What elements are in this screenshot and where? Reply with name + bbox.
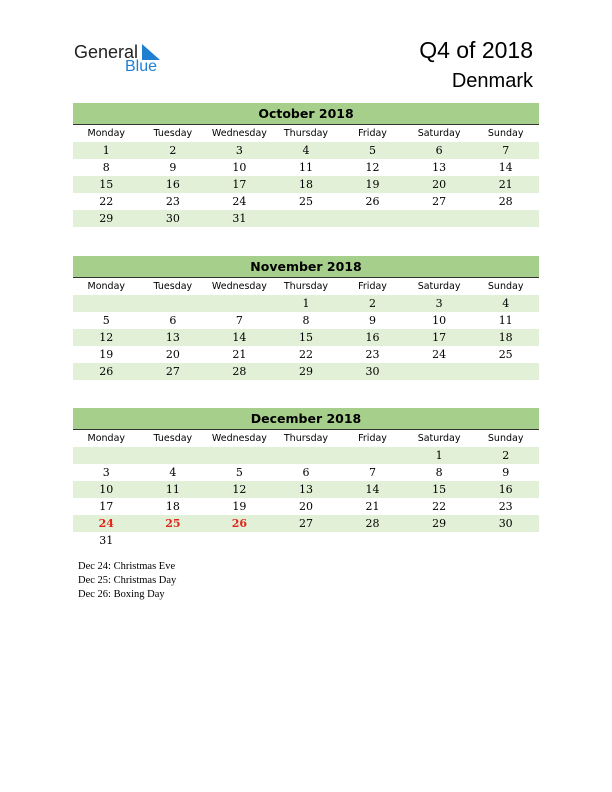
day-cell: 4 xyxy=(273,142,340,159)
month-grid xyxy=(73,278,539,380)
day-cell: 2 xyxy=(339,295,406,312)
day-cell xyxy=(273,447,340,464)
day-cell: 12 xyxy=(206,481,273,498)
day-cell: 19 xyxy=(339,176,406,193)
day-cell xyxy=(73,447,140,464)
day-cell: 28 xyxy=(206,363,273,380)
day-cell: 3 xyxy=(206,142,273,159)
day-cell: 17 xyxy=(99,500,114,513)
holiday-note: Dec 26: Boxing Day xyxy=(78,589,165,600)
day-cell: 23 xyxy=(365,348,380,361)
day-cell: 5 xyxy=(102,314,110,327)
weekday-header: Tuesday xyxy=(153,128,193,139)
holiday-notes xyxy=(78,560,176,602)
day-cell: 20 xyxy=(406,176,473,193)
day-cell xyxy=(140,447,207,464)
logo-blue-text: Blue xyxy=(125,58,158,75)
day-cell xyxy=(339,210,406,227)
day-cell xyxy=(406,532,473,549)
day-cell: 23 xyxy=(165,195,180,208)
day-cell: 21 xyxy=(232,348,247,361)
week-row xyxy=(73,532,539,549)
page-title: Q4 of 2018 xyxy=(419,37,533,63)
day-cell: 13 xyxy=(273,481,340,498)
day-cell: 8 xyxy=(302,314,310,327)
day-cell: 9 xyxy=(502,466,510,479)
day-cell: 1 xyxy=(273,295,340,312)
logo-general-text: General xyxy=(74,42,139,62)
day-cell: 20 xyxy=(298,500,313,513)
day-cell: 19 xyxy=(99,348,114,361)
day-cell: 22 xyxy=(99,195,114,208)
day-cell xyxy=(406,210,473,227)
week-row xyxy=(73,295,539,312)
day-cell: 22 xyxy=(298,348,313,361)
day-cell: 5 xyxy=(235,466,243,479)
weekday-header-row xyxy=(73,125,539,142)
day-cell: 25 xyxy=(298,195,313,208)
day-cell: 21 xyxy=(365,500,380,513)
day-cell: 30 xyxy=(339,363,406,380)
day-cell: 18 xyxy=(273,176,340,193)
day-cell: 28 xyxy=(498,195,513,208)
day-cell xyxy=(140,295,207,312)
day-cell xyxy=(472,210,539,227)
month-calendar xyxy=(73,408,539,549)
holiday-note: Dec 24: Christmas Eve xyxy=(78,561,176,572)
weekday-header: Sunday xyxy=(487,433,524,444)
day-cell: 5 xyxy=(339,142,406,159)
day-cell: 11 xyxy=(298,161,313,174)
day-cell: 6 xyxy=(302,466,310,479)
day-cell: 2 xyxy=(140,142,207,159)
day-cell: 29 xyxy=(73,210,140,227)
day-cell: 16 xyxy=(339,329,406,346)
weekday-header: Monday xyxy=(87,433,126,444)
day-cell: 26 xyxy=(73,363,140,380)
page-subtitle-country: Denmark xyxy=(451,70,533,92)
day-cell: 12 xyxy=(365,161,380,174)
day-cell: 8 xyxy=(435,466,443,479)
week-row xyxy=(73,498,539,515)
day-cell: 1 xyxy=(406,447,473,464)
day-cell: 22 xyxy=(432,500,447,513)
day-cell: 10 xyxy=(73,481,140,498)
day-cell: 15 xyxy=(73,176,140,193)
day-cell xyxy=(472,532,539,549)
week-row xyxy=(73,329,539,346)
weekday-header: Friday xyxy=(358,128,387,139)
week-row xyxy=(73,312,539,329)
week-row xyxy=(73,464,539,481)
weekday-header: Friday xyxy=(358,281,387,292)
weekday-header: Friday xyxy=(358,433,387,444)
day-cell xyxy=(339,447,406,464)
day-cell: 17 xyxy=(206,176,273,193)
month-title: December 2018 xyxy=(73,408,539,430)
month-calendar xyxy=(73,103,539,227)
week-row xyxy=(73,142,539,159)
logo xyxy=(74,42,174,78)
weekday-header: Saturday xyxy=(417,128,461,139)
week-row xyxy=(73,176,539,193)
day-cell: 23 xyxy=(498,500,513,513)
month-grid xyxy=(73,430,539,549)
day-cell: 6 xyxy=(169,314,177,327)
day-cell: 21 xyxy=(472,176,539,193)
month-grid xyxy=(73,125,539,227)
day-cell: 13 xyxy=(140,329,207,346)
day-cell: 25 xyxy=(140,515,207,532)
day-cell: 20 xyxy=(165,348,180,361)
weekday-header: Sunday xyxy=(487,281,524,292)
day-cell xyxy=(472,363,539,380)
day-cell: 8 xyxy=(102,161,110,174)
day-cell: 27 xyxy=(140,363,207,380)
day-cell: 9 xyxy=(169,161,177,174)
day-cell: 15 xyxy=(406,481,473,498)
day-cell xyxy=(406,363,473,380)
holiday-note: Dec 25: Christmas Day xyxy=(78,575,177,586)
month-calendar xyxy=(73,256,539,380)
day-cell: 9 xyxy=(369,314,377,327)
day-cell: 29 xyxy=(273,363,340,380)
month-title: November 2018 xyxy=(73,256,539,278)
weekday-header: Wednesday xyxy=(211,281,267,292)
day-cell: 28 xyxy=(339,515,406,532)
day-cell: 4 xyxy=(169,466,177,479)
day-cell xyxy=(206,447,273,464)
weekday-header: Sunday xyxy=(487,128,524,139)
weekday-header: Thursday xyxy=(283,128,329,139)
day-cell: 26 xyxy=(365,195,380,208)
day-cell: 14 xyxy=(339,481,406,498)
day-cell xyxy=(273,532,340,549)
day-cell: 17 xyxy=(406,329,473,346)
weekday-header: Saturday xyxy=(417,281,461,292)
day-cell: 18 xyxy=(472,329,539,346)
day-cell xyxy=(206,532,273,549)
day-cell: 24 xyxy=(432,348,447,361)
week-row xyxy=(73,210,539,227)
day-cell: 16 xyxy=(140,176,207,193)
week-row xyxy=(73,159,539,176)
day-cell: 18 xyxy=(165,500,180,513)
week-row xyxy=(73,515,539,532)
week-row xyxy=(73,193,539,210)
weekday-header: Tuesday xyxy=(153,281,193,292)
day-cell xyxy=(339,532,406,549)
day-cell: 24 xyxy=(73,515,140,532)
day-cell: 12 xyxy=(73,329,140,346)
day-cell xyxy=(206,295,273,312)
day-cell: 10 xyxy=(432,314,447,327)
weekday-header-row xyxy=(73,430,539,447)
day-cell xyxy=(140,532,207,549)
week-row xyxy=(73,481,539,498)
day-cell: 11 xyxy=(140,481,207,498)
day-cell: 19 xyxy=(232,500,247,513)
day-cell: 30 xyxy=(472,515,539,532)
day-cell: 15 xyxy=(273,329,340,346)
day-cell: 13 xyxy=(432,161,447,174)
day-cell: 7 xyxy=(235,314,243,327)
day-cell: 30 xyxy=(140,210,207,227)
week-row xyxy=(73,363,539,380)
weekday-header: Thursday xyxy=(283,433,329,444)
day-cell: 6 xyxy=(406,142,473,159)
week-row xyxy=(73,346,539,363)
weekday-header: Saturday xyxy=(417,433,461,444)
day-cell: 31 xyxy=(99,534,114,547)
day-cell: 24 xyxy=(232,195,247,208)
day-cell: 3 xyxy=(102,466,110,479)
day-cell: 10 xyxy=(232,161,247,174)
day-cell: 11 xyxy=(498,314,513,327)
weekday-header: Tuesday xyxy=(153,433,193,444)
weekday-header: Thursday xyxy=(283,281,329,292)
day-cell: 1 xyxy=(73,142,140,159)
day-cell: 4 xyxy=(472,295,539,312)
day-cell: 27 xyxy=(432,195,447,208)
day-cell: 7 xyxy=(369,466,377,479)
month-title: October 2018 xyxy=(73,103,539,125)
day-cell: 14 xyxy=(206,329,273,346)
weekday-header: Wednesday xyxy=(211,433,267,444)
weekday-header: Monday xyxy=(87,281,126,292)
day-cell: 7 xyxy=(472,142,539,159)
weekday-header: Wednesday xyxy=(211,128,267,139)
weekday-header-row xyxy=(73,278,539,295)
day-cell: 2 xyxy=(472,447,539,464)
day-cell: 25 xyxy=(498,348,513,361)
day-cell: 16 xyxy=(472,481,539,498)
day-cell: 31 xyxy=(206,210,273,227)
week-row xyxy=(73,447,539,464)
day-cell xyxy=(73,295,140,312)
day-cell: 3 xyxy=(406,295,473,312)
day-cell: 27 xyxy=(273,515,340,532)
weekday-header: Monday xyxy=(87,128,126,139)
day-cell: 14 xyxy=(498,161,513,174)
day-cell xyxy=(273,210,340,227)
day-cell: 26 xyxy=(206,515,273,532)
day-cell: 29 xyxy=(406,515,473,532)
